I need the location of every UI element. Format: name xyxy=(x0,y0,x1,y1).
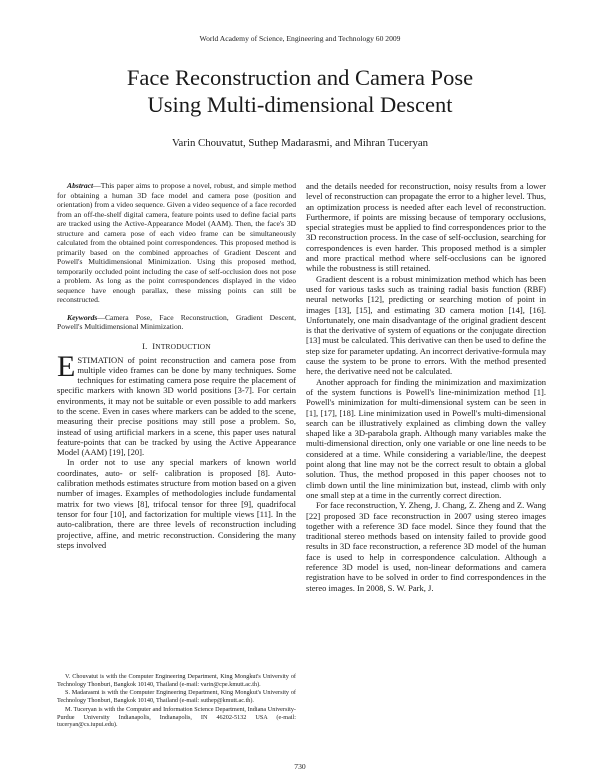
keywords-label: Keywords xyxy=(67,312,98,322)
footnote: S. Madarasmi is with the Computer Engineering Department, King Mongkut's University of Technology Thonburi, Bangkok 10140, Thailand (e-mail: suthep@kmutt.ac.th). xyxy=(57,689,296,705)
footnote: M. Tuceryan is with the Computer and Information Science Department, Indiana University-Purdue University Indianapolis, Indianapolis, IN 46202-5132 USA (e-mail: tuceryan@cs.iupui.edu). xyxy=(57,705,296,729)
drop-cap: E xyxy=(57,349,76,383)
body-paragraph: Another approach for finding the minimization and maximization of the system functions is Powell's line-minimization method [1]. Powell's minimization for multi-dimensional system can be seen in [1], [17], [18]. Line minimization used in Powell's multi-dimensional search can be illustratively explained as climbing down the valley shaped like a 3D-parabola graph. Although many variables make the multi-dimensional direction, only one variable or one line needs to be considered at a time. While considering a variable/line, the deepest point along that line may not be the correct result to obtain a global solution. Thus, the method proposed in this paper chooses not to climb down until the line minimization but, instead, climb with only one small step at a time in the currently correct direction. xyxy=(306,376,546,500)
left-column xyxy=(57,181,296,550)
keywords-text: —Camera Pose, Face Reconstruction, Gradient Descent, Powell's Multidimensional Minimization. xyxy=(57,312,296,331)
intro-paragraph-2: In order not to use any special markers of known world coordinates, auto- or self- calibration is proposed [8]. Auto-calibration methods estimates structure from motion based on a given number of images. Examples of methodologies include fundamental matrix for two views [8], trifocal tensor for three [9], quadrifocal tensor for four [10], and factorization for multiple views [11]. In the auto-calibration, there are three levels of reconstruction including projective, affine, and metric reconstruction. Considering the many steps involved xyxy=(57,457,296,550)
author-footnotes xyxy=(57,673,296,730)
keywords xyxy=(57,313,296,332)
intro-paragraph-1 xyxy=(57,349,296,458)
journal-header: World Academy of Science, Engineering and Technology 60 2009 xyxy=(199,34,401,43)
page-number: 730 xyxy=(294,762,306,771)
title-line-2: Using Multi-dimensional Descent xyxy=(147,92,453,117)
title-line-1: Face Reconstruction and Camera Pose xyxy=(126,65,474,90)
body-paragraph: and the details needed for reconstruction, noisy results from a lower level of reconstruction can propagate the error to a higher level. Thus, an optimization process is needed after each level of reconstruction. Furthermore, if points are missing because of temporary occlusions, special strategies must be applied to find correspondences prior to the 3D reconstruction process. In the case of self-occlusion, searching for correspondences is even harder. This proposed method is a simpler and more practical method where self-occlusions can be ignored while the robustness is still retained. xyxy=(306,181,546,274)
body-paragraph: Gradient descent is a robust minimization method which has been used for various tasks such as training radial basis function (RBF) neural networks [12], predicting or searching motion of point in images [13], [15], and estimating 3D camera motion [14], [16]. Unfortunately, one main disadvantage of the original gradient descent is that the derivative of system of equations or the conjugate direction [13] must be calculated. This derivative can then be used to define the step size for parameter updating. An incorrect derivative-formula may cause the system to be prone to errors. With the method presented here, the derivative need not be calculated. xyxy=(306,273,546,377)
author-list: Varin Chouvatut, Suthep Madarasmi, and Mihran Tuceryan xyxy=(171,137,429,149)
abstract-text: —This paper aims to propose a novel, robust, and simple method for obtaining a human 3D face model and camera pose (position and orientation) from a video sequence. Given a video sequence of a face recorded from an off-the-shelf digital camera, feature points used to define facial parts are tracked using the Active-Appearance Model (AAM). Then, the face's 3D structure and camera pose of each video frame can be simultaneously calculated from the obtained point correspondences. This proposed method is primarily based on the combined approaches of Gradient Descent and Powell's Multidimensional Minimization. Using this proposed method, temporarily occluded point including the case of self-occlusion does not pose a problem. As long as the point correspondences displayed in the video sequence have enough parallax, these missing points can still be reconstructed. xyxy=(57,181,296,304)
section-title-initial: I xyxy=(152,340,156,351)
paper-title xyxy=(60,64,540,118)
section-number: I. xyxy=(142,340,148,351)
abstract xyxy=(57,181,296,305)
abstract-label: Abstract xyxy=(67,181,94,190)
section-title-rest: NTRODUCTION xyxy=(155,341,211,351)
body-paragraph: For face reconstruction, Y. Zheng, J. Chang, Z. Zheng and Z. Wang [22] proposed 3D face reconstruction in 2007 using stereo images together with a reference 3D face model. Since they found that the traditional stereo methods based on intensity failed to provide good results in 3D face reconstruction, a reference 3D model of the human face is used to help in correspondence calculation. Although a reference 3D model is used, non-linear deformations and camera registration have to be solved in order to find correspondences in the stereo images. In 2008, S. W. Park, J. xyxy=(306,500,546,593)
right-column xyxy=(306,181,546,593)
section-heading-introduction xyxy=(57,341,296,351)
footnote: V. Chouvatut is with the Computer Engineering Department, King Mongkut's University of Technology Thonburi, Bangkok 10140, Thailand (e-mail: varin@cpe.kmutt.ac.th). xyxy=(57,673,296,688)
intro-paragraph-1-text: STIMATION of point reconstruction and camera pose from multiple video frames can be done by many techniques. Some techniques for estimating camera pose require the placement of specific markers with known 3D world positions [3-7]. For certain environments, it may not be suitable or even possible to add markers to the scene. Even in cases where markers can be added to the scene, measuring their precise positions may still pose a problem. So, instead of using artificial markers in a scene, this paper uses natural feature-points that can be tracked by using the Active Appearance Model (AAM) [19], [20]. xyxy=(57,354,296,458)
